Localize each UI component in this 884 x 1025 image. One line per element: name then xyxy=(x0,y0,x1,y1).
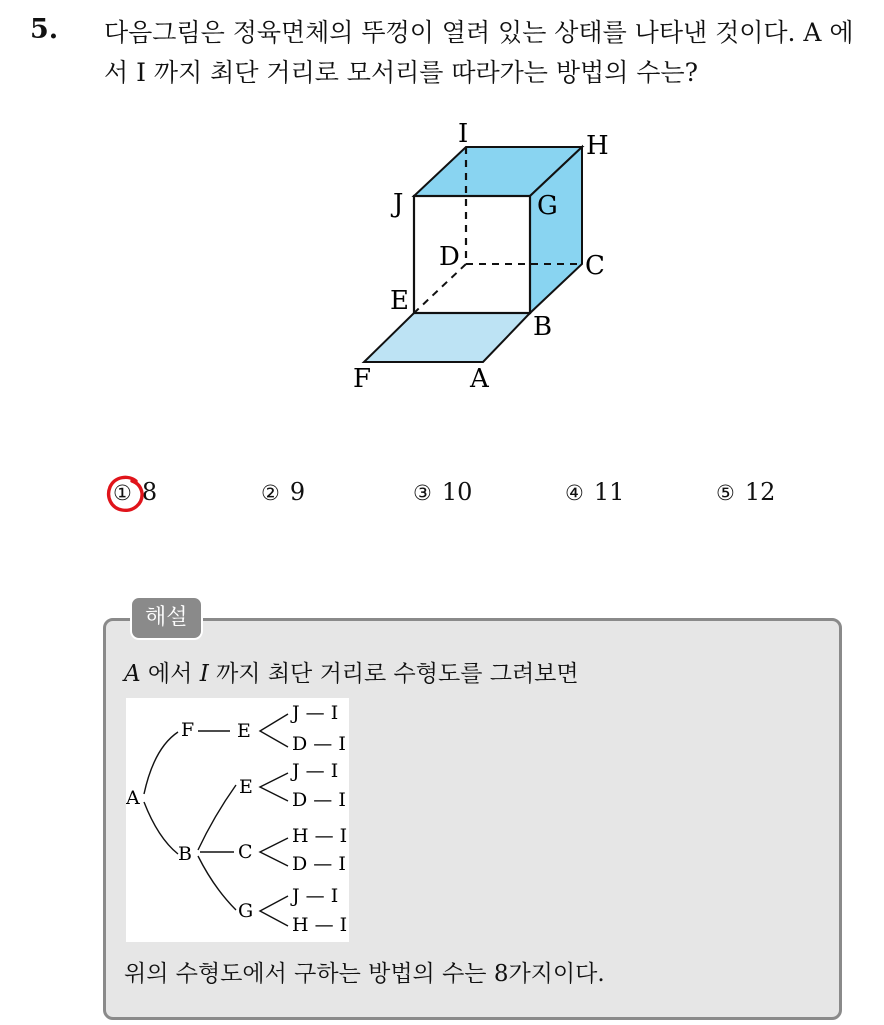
choice-1[interactable] xyxy=(113,478,157,506)
label-J: J xyxy=(393,189,404,219)
choice-5[interactable] xyxy=(716,478,775,506)
choice-symbol: ① xyxy=(113,481,132,505)
label-E: E xyxy=(390,286,409,316)
label-D: D xyxy=(439,242,460,272)
choice-value: 11 xyxy=(593,478,625,506)
tree-leaf: D — I xyxy=(292,789,346,811)
tree-leaf: D — I xyxy=(292,853,346,875)
tree-node: E xyxy=(239,776,253,798)
question-number: 5. xyxy=(30,14,59,45)
label-I: I xyxy=(458,119,469,149)
choice-symbol: ⑤ xyxy=(716,481,735,505)
selected-answer-mark xyxy=(105,472,149,516)
solution-conclusion xyxy=(124,955,605,988)
conclusion-number: 8 xyxy=(493,961,509,987)
front-face xyxy=(414,196,530,313)
lid-face xyxy=(364,313,530,362)
label-G: G xyxy=(537,191,558,221)
tree-leaf: D — I xyxy=(292,733,346,755)
choice-value: 9 xyxy=(289,478,306,506)
tree-node: B xyxy=(178,843,192,865)
label-F: F xyxy=(353,364,372,394)
choice-4[interactable] xyxy=(565,478,624,506)
label-C: C xyxy=(585,251,605,281)
label-H: H xyxy=(586,131,609,161)
tree-leaf: H — I xyxy=(292,914,348,936)
choice-3[interactable] xyxy=(413,478,472,506)
var-a: A xyxy=(124,661,141,687)
solution-tag: 해설 xyxy=(130,596,203,640)
choice-symbol: ④ xyxy=(565,481,584,505)
conclusion-text: 위의 수형도에서 구하는 방법의 수는 xyxy=(124,961,494,987)
solution-intro-text: 까지 최단 거리로 수형도를 그려보면 xyxy=(208,661,579,687)
open-cube-figure xyxy=(340,110,630,400)
var-i: I xyxy=(199,661,209,687)
label-A: A xyxy=(470,364,489,394)
tree-leaf: J — I xyxy=(292,760,339,782)
tree-diagram xyxy=(126,698,349,942)
choice-value: 8 xyxy=(141,478,158,506)
question-text: 다음그림은 정육면체의 뚜껑이 열려 있는 상태를 나타낸 것이다. A 에서 I 까지 최단 거리로 모서리를 따라가는 방법의 수는? xyxy=(104,18,854,87)
choice-symbol: ③ xyxy=(413,481,432,505)
tree-root: A xyxy=(126,787,140,809)
conclusion-end: 가지이다. xyxy=(508,961,605,987)
choice-value: 10 xyxy=(441,478,473,506)
label-B: B xyxy=(533,312,553,342)
tree-node: G xyxy=(238,900,254,922)
solution-intro-mid: 에서 xyxy=(140,661,200,687)
tree-leaf: J — I xyxy=(292,885,339,907)
tree-leaf: H — I xyxy=(292,825,348,847)
tree-node: F xyxy=(181,719,195,741)
choice-symbol: ② xyxy=(261,481,280,505)
solution-intro xyxy=(124,655,579,688)
tree-leaf: J — I xyxy=(292,702,339,724)
choice-2[interactable] xyxy=(261,478,305,506)
choice-value: 12 xyxy=(744,478,776,506)
tree-node: E xyxy=(237,720,251,742)
tree-node: C xyxy=(238,841,253,863)
answer-choices xyxy=(105,478,825,518)
